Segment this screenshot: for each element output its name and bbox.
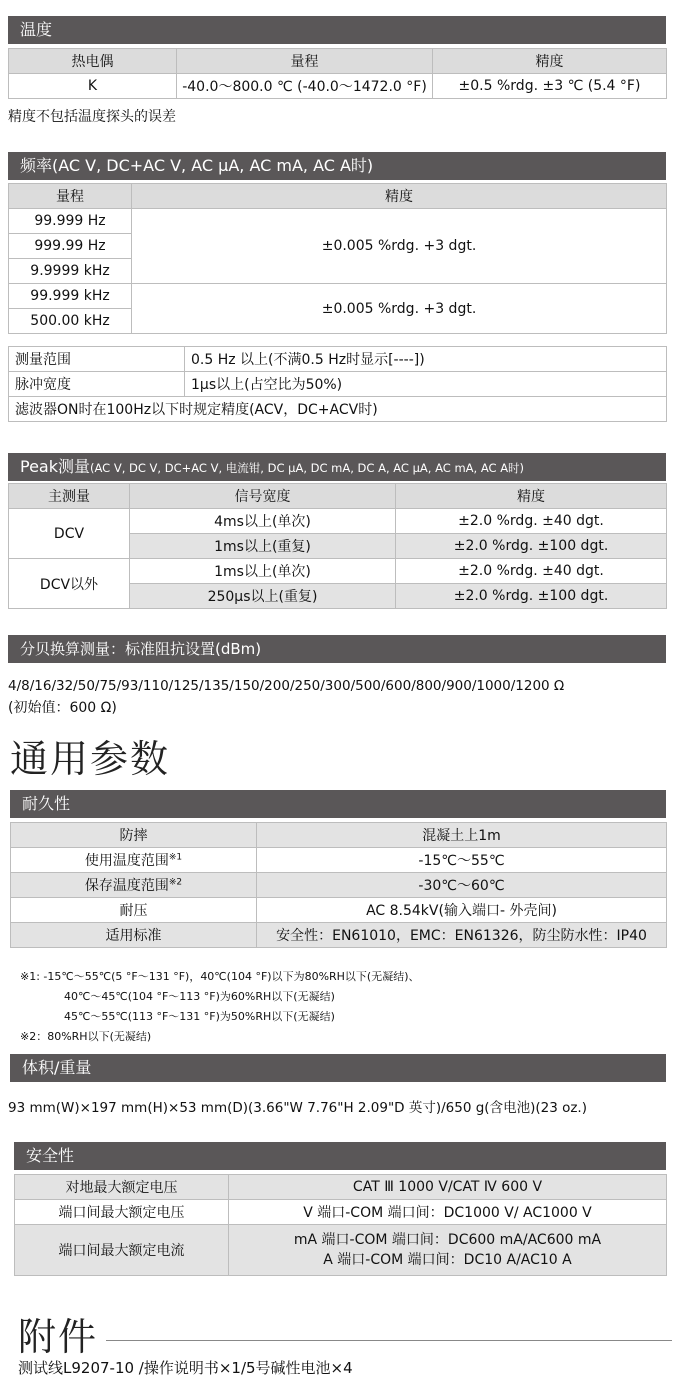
general-title: 通用参数 xyxy=(10,737,171,781)
port-voltage-label: 端口间最大额定电压 xyxy=(15,1200,229,1225)
size-header: 体积/重量 xyxy=(10,1054,666,1082)
durability-header: 耐久性 xyxy=(10,790,666,818)
freq-accuracy-1: ±0.005 %rdg. +3 dgt. xyxy=(132,209,667,284)
note-1: ※1: -15℃～55℃(5 °F～131 °F)，40℃(104 °F)以下为80%RH以下(无凝结)、 xyxy=(20,970,420,983)
durability-table xyxy=(10,822,667,948)
dbm-header: 分贝换算测量：标准阻抗设置(dBm) xyxy=(8,635,666,663)
filter-note: 滤波器ON时在100Hz以下时规定精度(ACV，DC+ACV时) xyxy=(9,397,667,422)
frequency-header: 频率(AC V, DC+AC V, AC μA, AC mA, AC A时) xyxy=(8,152,666,180)
storage-temp-label: 保存温度范围$^{※2}$ xyxy=(11,873,257,898)
peak-dcv: DCV xyxy=(9,509,130,559)
accessories-text: 测试线L9207-10 /操作说明书×1/5号碱性电池×4 xyxy=(18,1359,353,1377)
peak-acc-0: ±2.0 %rdg. ±40 dgt. xyxy=(396,509,667,534)
peak-dcv-other: DCV以外 xyxy=(9,559,130,609)
peak-subtitle: (AC V, DC V, DC+AC V, 电流钳, DC μA, DC mA, DC A, AC μA, AC mA, AC A时) xyxy=(90,461,525,475)
dbm-values: 4/8/16/32/50/75/93/110/125/135/150/200/250/300/500/600/800/900/1000/1200 Ω xyxy=(8,678,565,694)
drop-value: 混凝土上1m xyxy=(257,823,667,848)
withstand-value: AC 8.54kV(输入端口- 外壳间) xyxy=(257,898,667,923)
th-range: 量程 xyxy=(177,49,433,74)
ground-voltage-value: CAT Ⅲ 1000 V/CAT Ⅳ 600 V xyxy=(229,1175,667,1200)
th-freq-accuracy: 精度 xyxy=(132,184,667,209)
temperature-note: 精度不包括温度探头的误差 xyxy=(8,109,176,125)
freq-range-2: 9.9999 kHz xyxy=(9,259,132,284)
safety-header: 安全性 xyxy=(14,1142,666,1170)
withstand-label: 耐压 xyxy=(11,898,257,923)
temperature-table xyxy=(8,48,667,99)
dbm-default: (初始值：600 Ω) xyxy=(8,700,117,716)
storage-temp-value: -30℃～60℃ xyxy=(257,873,667,898)
op-temp-value: -15℃～55℃ xyxy=(257,848,667,873)
drop-label: 防摔 xyxy=(11,823,257,848)
peak-acc-2: ±2.0 %rdg. ±40 dgt. xyxy=(396,559,667,584)
port-current-value: mA 端口-COM 端口间：DC600 mA/AC600 mA A 端口-COM 端口间：DC10 A/AC10 A xyxy=(229,1225,667,1276)
pulse-width-label: 脉冲宽度 xyxy=(9,372,185,397)
peak-header xyxy=(8,453,666,481)
note-1c: 45℃～55℃(113 °F～131 °F)为50%RH以下(无凝结) xyxy=(64,1010,335,1023)
accessories-divider xyxy=(106,1340,672,1341)
op-temp-label: 使用温度范围$^{※1}$ xyxy=(11,848,257,873)
safety-table xyxy=(14,1174,667,1276)
measure-range-value: 0.5 Hz 以上(不满0.5 Hz时显示[----]) xyxy=(185,347,667,372)
th-thermocouple: 热电偶 xyxy=(9,49,177,74)
th-main-measure: 主测量 xyxy=(9,484,130,509)
measure-range-label: 测量范围 xyxy=(9,347,185,372)
th-freq-range: 量程 xyxy=(9,184,132,209)
note-1b: 40℃～45℃(104 °F～113 °F)为60%RH以下(无凝结) xyxy=(64,990,335,1003)
freq-range-0: 99.999 Hz xyxy=(9,209,132,234)
peak-width-2: 1ms以上(单次) xyxy=(130,559,396,584)
frequency-extra-table xyxy=(8,346,667,422)
peak-acc-1: ±2.0 %rdg. ±100 dgt. xyxy=(396,534,667,559)
accessories-title: 附件 xyxy=(18,1315,99,1359)
peak-width-1: 1ms以上(重复) xyxy=(130,534,396,559)
frequency-table xyxy=(8,183,667,334)
port-voltage-value: V 端口-COM 端口间：DC1000 V/ AC1000 V xyxy=(229,1200,667,1225)
peak-width-3: 250μs以上(重复) xyxy=(130,584,396,609)
size-text: 93 mm(W)×197 mm(H)×53 mm(D)(3.66"W 7.76"H 2.09"D 英寸)/650 g(含电池)(23 oz.) xyxy=(8,1100,587,1116)
ground-voltage-label: 对地最大额定电压 xyxy=(15,1175,229,1200)
th-peak-accuracy: 精度 xyxy=(396,484,667,509)
cell-accuracy: ±0.5 %rdg. ±3 ℃ (5.4 °F) xyxy=(433,74,667,99)
port-current-label: 端口间最大额定电流 xyxy=(15,1225,229,1276)
freq-range-3: 99.999 kHz xyxy=(9,284,132,309)
peak-acc-3: ±2.0 %rdg. ±100 dgt. xyxy=(396,584,667,609)
peak-title: Peak测量 xyxy=(20,457,90,476)
freq-accuracy-2: ±0.005 %rdg. +3 dgt. xyxy=(132,284,667,334)
standards-value: 安全性：EN61010，EMC：EN61326，防尘防水性：IP40 xyxy=(257,923,667,948)
note-2: ※2：80%RH以下(无凝结) xyxy=(20,1030,152,1043)
peak-width-0: 4ms以上(单次) xyxy=(130,509,396,534)
peak-table xyxy=(8,483,667,609)
temperature-header: 温度 xyxy=(8,16,666,44)
cell-range: -40.0～800.0 ℃ (-40.0～1472.0 °F) xyxy=(177,74,433,99)
standards-label: 适用标准 xyxy=(11,923,257,948)
cell-type: K xyxy=(9,74,177,99)
th-accuracy: 精度 xyxy=(433,49,667,74)
freq-range-4: 500.00 kHz xyxy=(9,309,132,334)
th-signal-width: 信号宽度 xyxy=(130,484,396,509)
pulse-width-value: 1μs以上(占空比为50%) xyxy=(185,372,667,397)
freq-range-1: 999.99 Hz xyxy=(9,234,132,259)
